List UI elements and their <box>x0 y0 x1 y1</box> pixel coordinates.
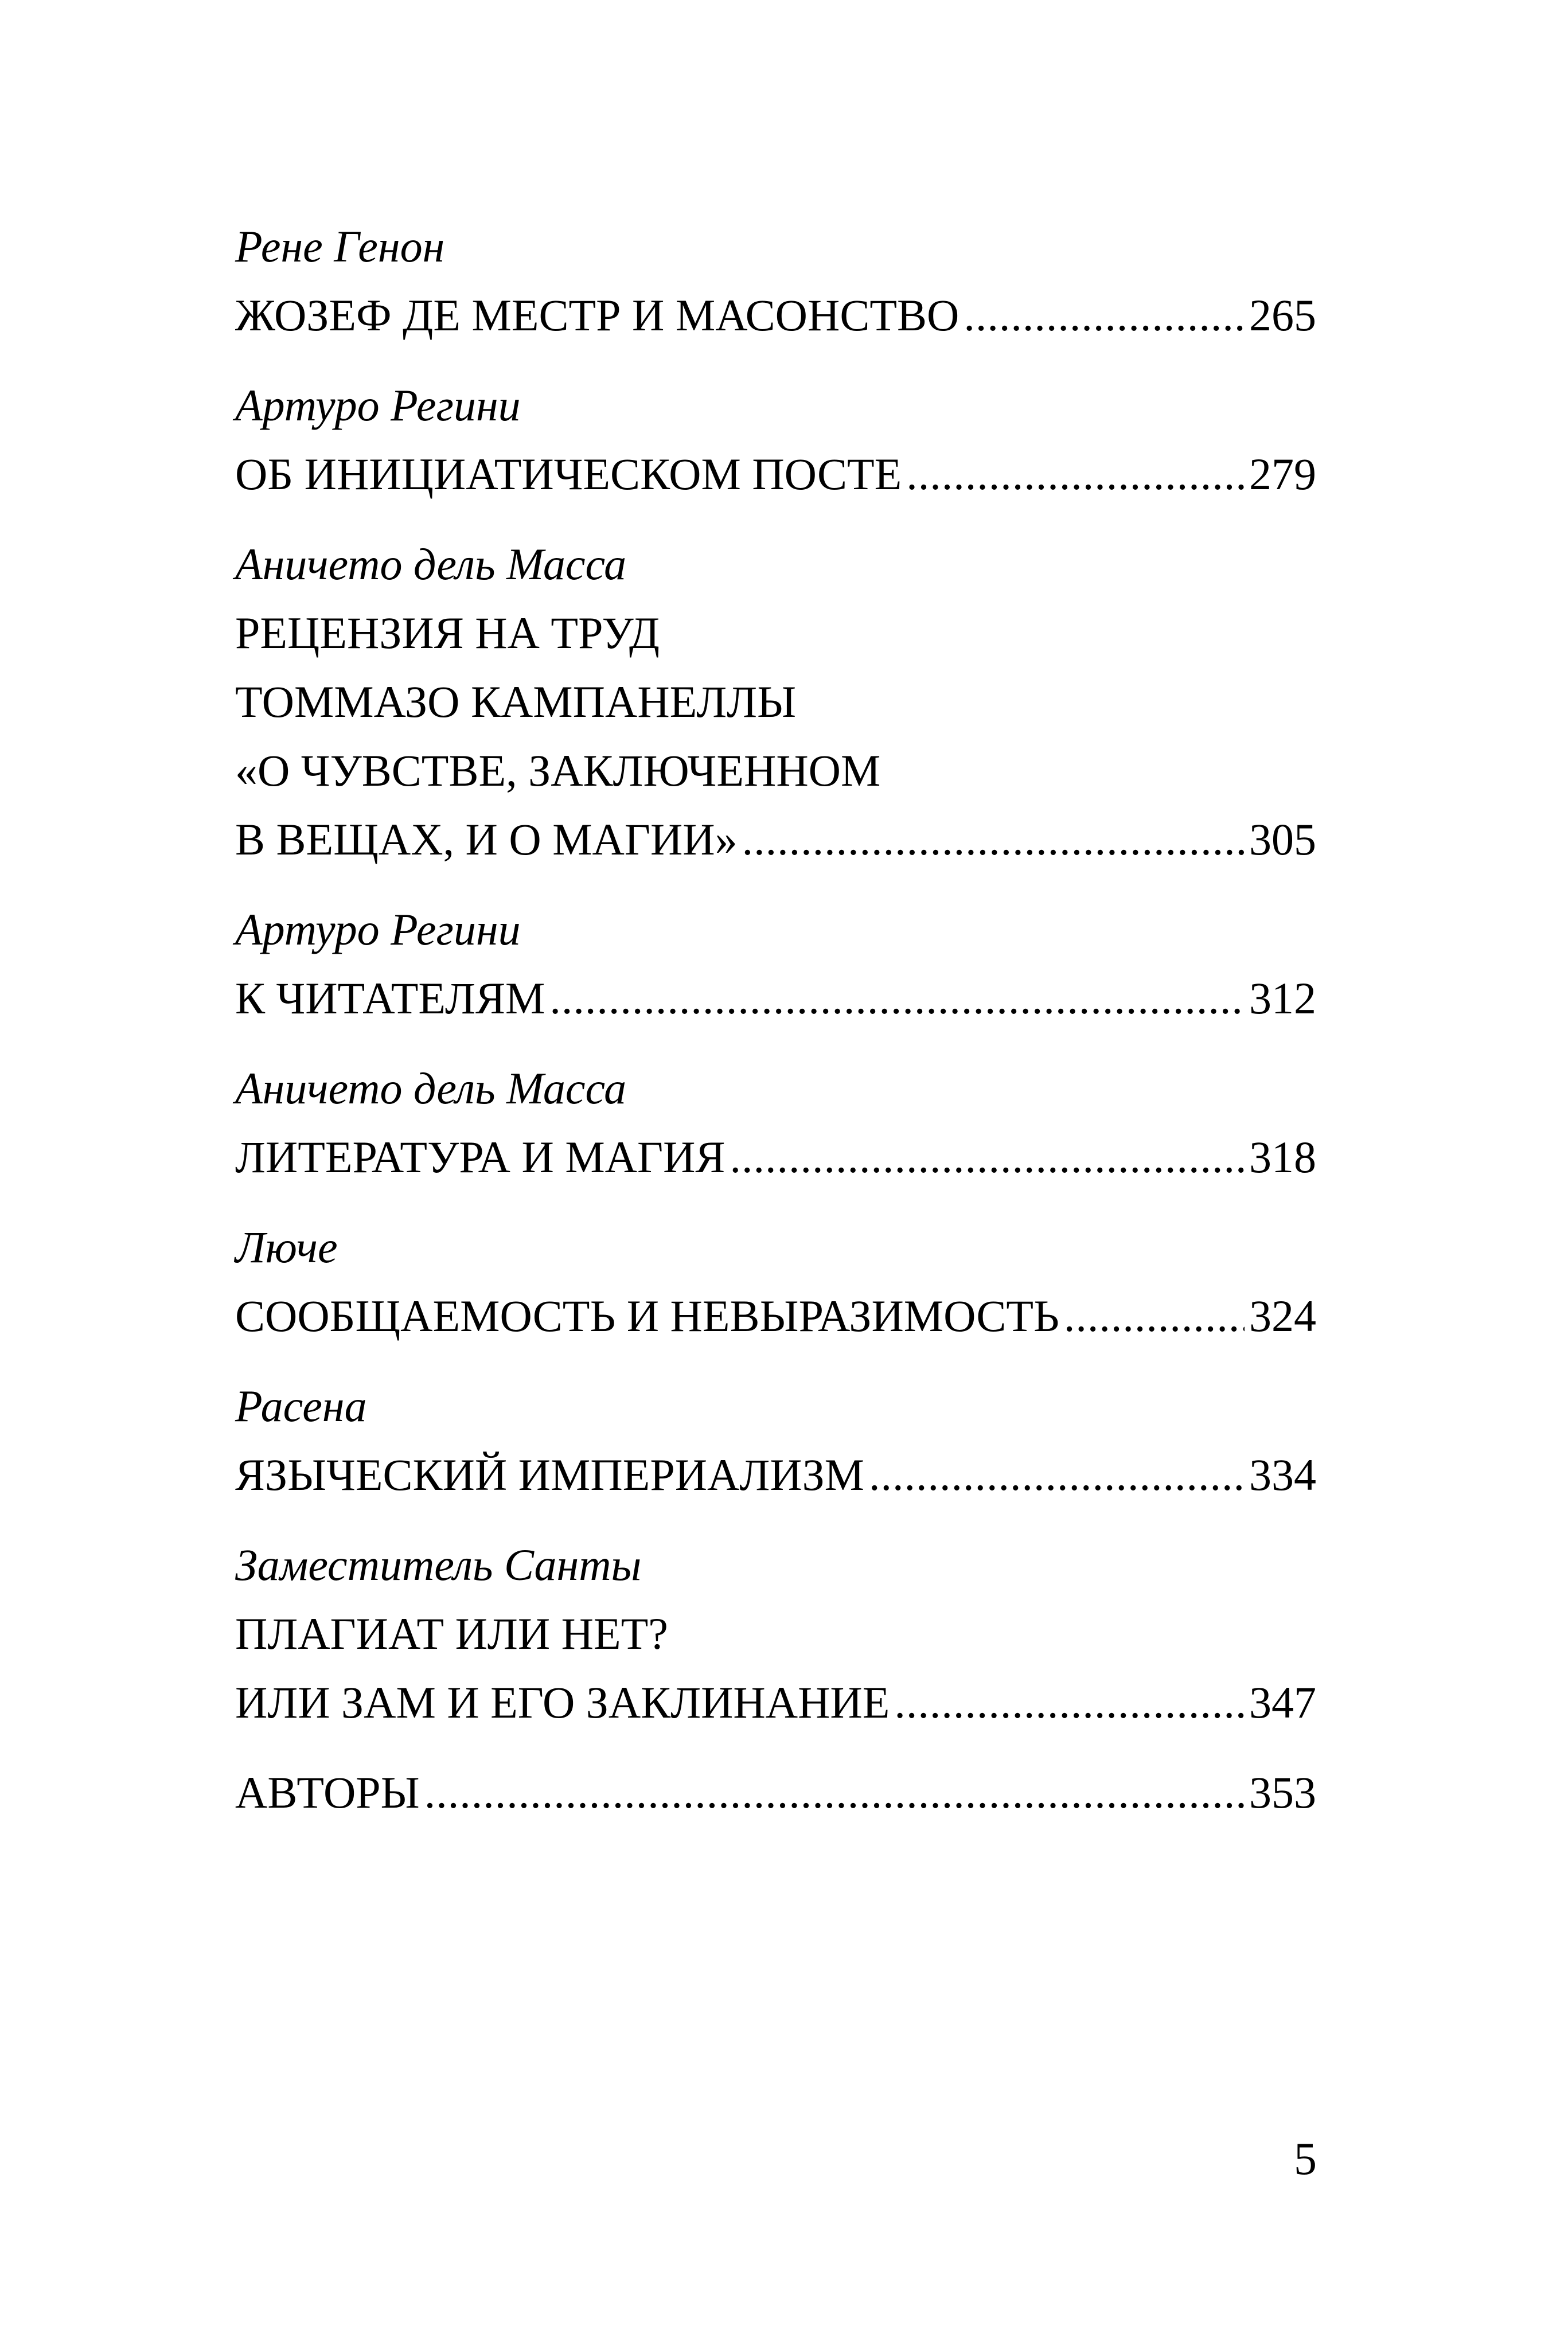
toc-author: Артуро Регини <box>235 904 521 954</box>
toc-title-row <box>235 964 1316 1033</box>
dot-leader <box>869 1441 1245 1509</box>
toc-entry <box>235 530 1316 874</box>
toc-title-row <box>235 440 1316 509</box>
toc-entry <box>235 212 1316 350</box>
toc-page-number: 305 <box>1249 814 1316 864</box>
toc-author: Аничето дель Масса <box>235 1063 627 1113</box>
toc-title: ЖОЗЕФ ДЕ МЕСТР И МАСОНСТВО <box>235 290 959 340</box>
toc-title: ИЛИ ЗАМ И ЕГО ЗАКЛИНАНИЕ <box>235 1677 890 1727</box>
toc-title: В ВЕЩАХ, И О МАГИИ» <box>235 814 738 864</box>
toc-author: Аничето дель Масса <box>235 539 627 589</box>
dot-leader <box>549 964 1245 1033</box>
toc-author: Артуро Регини <box>235 380 521 430</box>
toc-author: Расена <box>235 1381 367 1431</box>
toc-title-row <box>235 1123 1316 1192</box>
toc-entry <box>235 1758 1316 1827</box>
toc-page-number: 318 <box>1249 1132 1316 1182</box>
dot-leader <box>906 440 1245 509</box>
toc-title: ЛИТЕРАТУРА И МАГИЯ <box>235 1132 726 1182</box>
toc-title-row <box>235 1668 1316 1737</box>
toc-title-row <box>235 281 1316 350</box>
toc-title: ЯЗЫЧЕСКИЙ ИМПЕРИАЛИЗМ <box>235 1450 865 1500</box>
toc-page-number: 353 <box>1249 1767 1316 1817</box>
toc-author: Заместитель Санты <box>235 1540 642 1590</box>
toc-title: К ЧИТАТЕЛЯМ <box>235 973 545 1023</box>
table-of-contents <box>235 212 1316 1848</box>
toc-entry <box>235 1213 1316 1351</box>
toc-title: АВТОРЫ <box>235 1767 420 1817</box>
toc-title-line: ПЛАГИАТ ИЛИ НЕТ? <box>235 1609 668 1659</box>
toc-title-line: «О ЧУВСТВЕ, ЗАКЛЮЧЕННОМ <box>235 746 881 795</box>
toc-title-line: РЕЦЕНЗИЯ НА ТРУД <box>235 608 660 658</box>
dot-leader <box>742 805 1245 874</box>
toc-entry <box>235 1372 1316 1509</box>
page-number: 5 <box>1294 2134 1317 2184</box>
toc-page-number: 279 <box>1249 449 1316 499</box>
toc-page-number: 334 <box>1249 1450 1316 1500</box>
toc-page-number: 324 <box>1249 1291 1316 1341</box>
toc-page-number: 265 <box>1249 290 1316 340</box>
toc-entry <box>235 1531 1316 1737</box>
toc-page-number: 347 <box>1249 1677 1316 1727</box>
toc-title-row <box>235 1758 1316 1827</box>
toc-author: Рене Генон <box>235 221 445 271</box>
toc-title-row <box>235 1282 1316 1351</box>
toc-author: Люче <box>235 1222 338 1272</box>
dot-leader <box>424 1758 1245 1827</box>
toc-title-row <box>235 805 1316 874</box>
toc-title-row <box>235 1441 1316 1509</box>
toc-title: ОБ ИНИЦИАТИЧЕСКОМ ПОСТЕ <box>235 449 902 499</box>
toc-entry <box>235 895 1316 1033</box>
dot-leader <box>1064 1282 1245 1351</box>
toc-page-number: 312 <box>1249 973 1316 1023</box>
dot-leader <box>964 281 1245 350</box>
dot-leader <box>730 1123 1245 1192</box>
toc-entry <box>235 371 1316 509</box>
toc-entry <box>235 1054 1316 1192</box>
dot-leader <box>894 1668 1245 1737</box>
toc-title: СООБЩАЕМОСТЬ И НЕВЫРАЗИМОСТЬ <box>235 1291 1059 1341</box>
toc-title-line: ТОММАЗО КАМПАНЕЛЛЫ <box>235 677 797 727</box>
